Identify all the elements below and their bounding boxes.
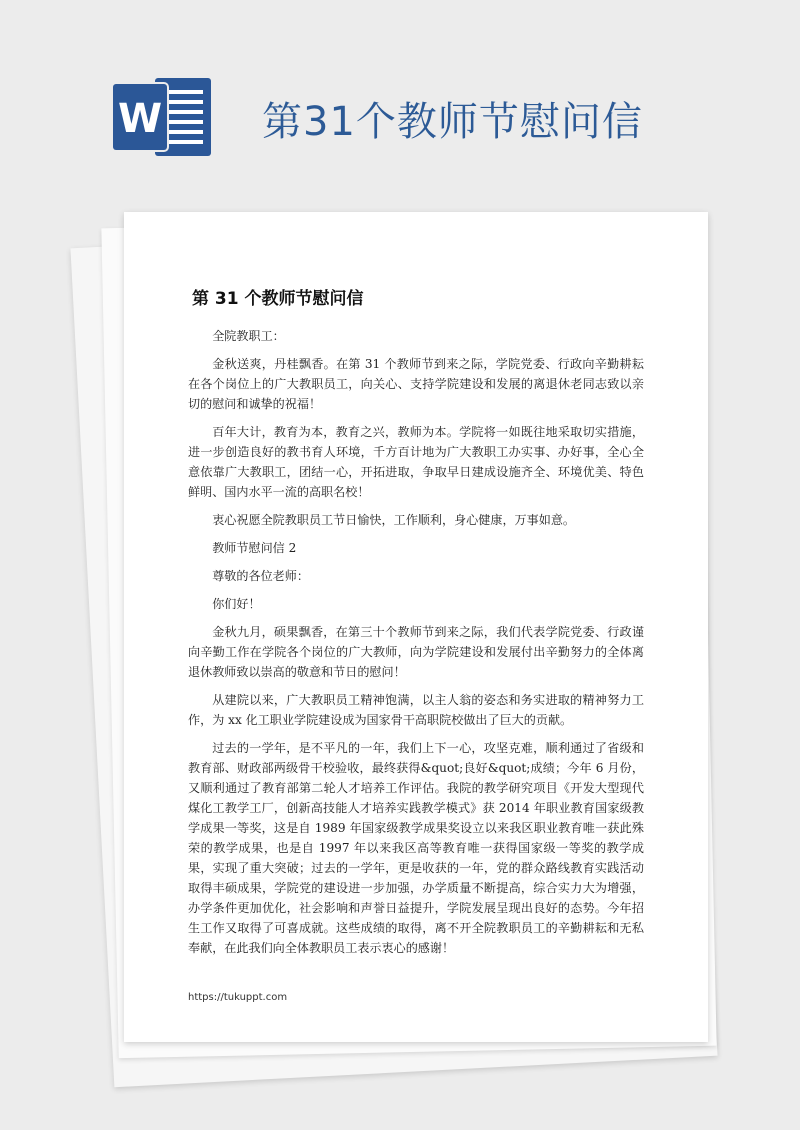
section-heading: 教师节慰问信 2 <box>212 541 297 555</box>
document-title: 第 31 个教师节慰问信 <box>192 289 364 309</box>
paragraph: 过去的一学年，是不平凡的一年，我们上下一心，攻坚克难，顺利通过了省级和教育部、财政部两级骨干校验收，最终获得&quot;良好&quot;成绩；今年 6 月份，又顺利通过了教育部第二轮人才培养工作评估。我院的教学研究项目《开发大型现代煤化工教学工厂，创新高技能人才培养实践教学模式》获 2014 年职业教育国家级教学成果一等奖，这是自 1989 年国家级教学成果奖设立以来我区职业教育唯一获此殊荣的教学成果，也是自 1997 年以来我区高等教育唯一获得国家级一等奖的教学成果，实现了重大突破；过去的一学年，更是收获的一年，党的群众路线教育实践活动取得丰硕成果，学院党的建设进一步加强，办学质量不断提高，综合实力大为增强，办学条件更加优化，社会影响和声誉日益提升，学院发展呈现出良好的态势。今年招生工作又取得了可喜成就。这些成绩的取得，离不开全院教职员工的辛勤耕耘和无私奉献，在此我们向全体教职员工表示衷心的感谢！ <box>188 741 644 955</box>
banner <box>0 0 800 200</box>
document-page <box>124 212 708 1042</box>
word-logo-letter: W <box>117 96 163 142</box>
paragraph: 从建院以来，广大教职员工精神饱满，以主人翁的姿态和务实进取的精神努力工作，为 xx 化工职业学院建设成为国家骨干高职院校做出了巨大的贡献。 <box>188 693 644 727</box>
word-tile <box>113 84 167 150</box>
paragraph: 百年大计，教育为本，教育之兴，教师为本。学院将一如既往地采取切实措施，进一步创造良好的教书育人环境，千方百计地为广大教职工办实事、办好事，全心全意依靠广大教职工，团结一心，开拓进取，争取早日建成设施齐全、环境优美、特色鲜明、国内水平一流的高职名校！ <box>188 425 644 499</box>
footer-link[interactable]: https://tukuppt.com <box>188 992 288 1003</box>
salutation: 尊敬的各位老师： <box>212 569 309 583</box>
paragraph: 金秋九月，硕果飘香，在第三十个教师节到来之际，我们代表学院党委、行政谨向辛勤工作在学院各个岗位的广大教师，向为学院建设和发展付出辛勤努力的全体离退休教师致以崇高的敬意和节日的慰问！ <box>188 625 644 679</box>
banner-title: 第31个教师节慰问信 <box>262 99 643 145</box>
greeting: 你们好！ <box>212 597 261 611</box>
paragraph: 金秋送爽，丹桂飘香。在第 31 个教师节到来之际，学院党委、行政向辛勤耕耘在各个岗位上的广大教职员工，向关心、支持学院建设和发展的离退休老同志致以亲切的慰问和诚挚的祝福！ <box>188 357 644 411</box>
salutation: 全院教职工： <box>212 329 285 343</box>
word-icon <box>113 72 213 162</box>
paragraph: 衷心祝愿全院教职员工节日愉快，工作顺利，身心健康，万事如意。 <box>212 513 576 527</box>
document-body <box>188 326 644 966</box>
